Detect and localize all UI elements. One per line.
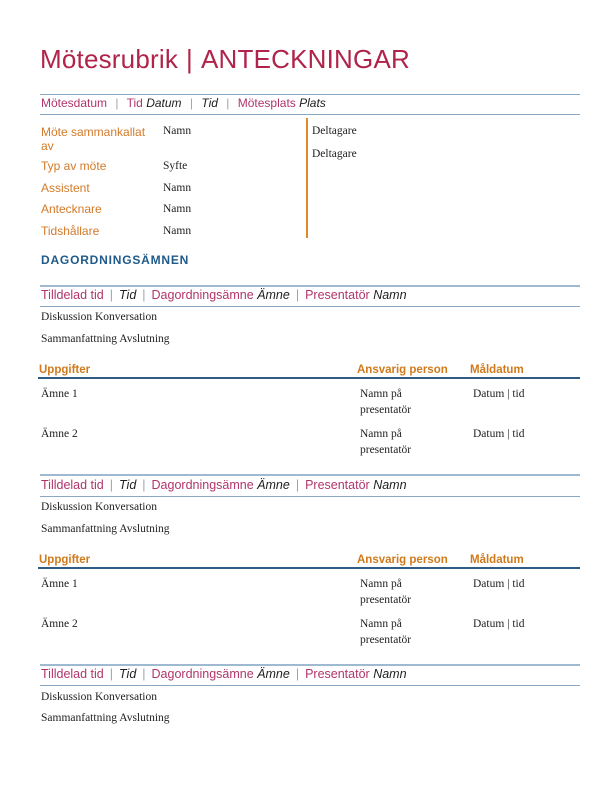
meta-pipe: | — [189, 96, 194, 110]
assigned-time-label: Tilldelad tid — [41, 288, 104, 302]
task-person — [360, 426, 411, 458]
presenter-value: Namn — [373, 478, 407, 492]
agenda-pipe: | — [109, 288, 114, 302]
agenda-subrule — [40, 496, 580, 497]
agenda-pipe: | — [142, 478, 146, 492]
date-label: Mötesdatum — [41, 96, 108, 110]
title-rule — [40, 94, 580, 95]
time-value: Tid — [201, 96, 218, 110]
responsible-header: Ansvarig person — [357, 364, 448, 376]
agenda-pipe: | — [295, 478, 300, 492]
agenda-subrule — [40, 685, 580, 686]
assigned-time-label: Tilldelad tid — [41, 667, 104, 681]
task-person-line2: presentatör — [360, 634, 412, 646]
document-type: ANTECKNINGAR — [200, 44, 410, 74]
info-label-note-taker: Antecknare — [41, 202, 102, 216]
task-name: Ämne 2 — [41, 428, 78, 440]
assigned-time-value: Tid — [119, 478, 137, 492]
presenter-value: Namn — [373, 667, 407, 681]
task-person-line2: presentatör — [360, 444, 412, 456]
info-value-meeting-type: Syfte — [163, 160, 188, 172]
task-person-line2: presentatör — [360, 404, 412, 416]
info-label-assistant: Assistent — [41, 181, 90, 195]
task-person — [360, 576, 411, 608]
agenda-pipe: | — [142, 288, 146, 302]
task-date: Datum | tid — [473, 618, 525, 630]
summary-text: Sammanfattning Avslutning — [41, 712, 170, 724]
due-date-header: Måldatum — [470, 554, 524, 566]
place-label: Mötesplats — [237, 96, 296, 110]
info-label-timekeeper: Tidshållare — [41, 224, 100, 238]
date-value: Datum — [146, 96, 182, 110]
presenter-label: Presentatör — [305, 288, 370, 302]
task-date: Datum | tid — [473, 578, 525, 590]
time-label: Tid — [126, 96, 143, 110]
assigned-time-label: Tilldelad tid — [41, 478, 104, 492]
assigned-time-value: Tid — [119, 288, 137, 302]
participant-2: Deltagare — [312, 148, 357, 160]
tasks-header: Uppgifter — [39, 364, 91, 376]
task-name: Ämne 1 — [41, 578, 78, 590]
topic-value: Ämne — [257, 478, 290, 492]
agenda-pipe: | — [109, 478, 114, 492]
place-value: Plats — [299, 96, 326, 110]
task-person-line1: Namn på — [360, 578, 402, 590]
meta-pipe: | — [115, 96, 119, 110]
meeting-meta-line — [41, 96, 326, 110]
topic-label: Dagordningsämne — [151, 667, 254, 681]
participant-1: Deltagare — [312, 125, 357, 137]
summary-text: Sammanfattning Avslutning — [41, 333, 170, 345]
tasks-header-rule — [38, 567, 580, 569]
summary-text: Sammanfattning Avslutning — [41, 523, 170, 535]
presenter-label: Presentatör — [305, 478, 370, 492]
task-person — [360, 386, 411, 418]
info-value-assistant: Namn — [163, 182, 192, 194]
agenda-pipe: | — [142, 667, 146, 681]
column-divider — [306, 118, 308, 238]
task-person — [360, 616, 411, 648]
due-date-header: Måldatum — [470, 364, 524, 376]
task-person-line1: Namn på — [360, 388, 402, 400]
task-name: Ämne 1 — [41, 388, 78, 400]
title-separator: | — [186, 44, 193, 74]
task-person-line1: Namn på — [360, 618, 402, 630]
task-person-line2: presentatör — [360, 594, 412, 606]
agenda-item-line — [41, 478, 407, 492]
info-value-convened-by: Namn — [163, 125, 192, 137]
meeting-title: Mötesrubrik — [40, 44, 179, 74]
info-label-meeting-type: Typ av möte — [41, 159, 107, 173]
page-title — [40, 44, 410, 75]
agenda-rule — [40, 285, 580, 287]
presenter-label: Presentatör — [305, 667, 370, 681]
meta-pipe: | — [226, 96, 230, 110]
assigned-time-value: Tid — [119, 667, 137, 681]
info-label-convened-by: Möte sammankallat av — [41, 125, 146, 153]
task-person-line1: Namn på — [360, 428, 402, 440]
task-date: Datum | tid — [473, 428, 525, 440]
meta-rule — [40, 114, 580, 115]
tasks-header: Uppgifter — [39, 554, 91, 566]
presenter-value: Namn — [373, 288, 407, 302]
agenda-subrule — [40, 306, 580, 307]
info-value-note-taker: Namn — [163, 203, 192, 215]
topic-label: Dagordningsämne — [151, 478, 254, 492]
tasks-header-rule — [38, 377, 580, 379]
responsible-header: Ansvarig person — [357, 554, 448, 566]
task-name: Ämne 2 — [41, 618, 78, 630]
topic-value: Ämne — [257, 288, 290, 302]
agenda-pipe: | — [295, 288, 300, 302]
discussion-text: Diskussion Konversation — [41, 691, 157, 703]
agenda-rule — [40, 474, 580, 476]
discussion-text: Diskussion Konversation — [41, 501, 157, 513]
agenda-item-line — [41, 667, 407, 681]
agenda-rule — [40, 664, 580, 666]
agenda-pipe: | — [295, 667, 300, 681]
topic-label: Dagordningsämne — [151, 288, 254, 302]
info-value-timekeeper: Namn — [163, 225, 192, 237]
discussion-text: Diskussion Konversation — [41, 311, 157, 323]
agenda-heading: DAGORDNINGSÄMNEN — [41, 253, 190, 267]
task-date: Datum | tid — [473, 388, 525, 400]
agenda-pipe: | — [109, 667, 114, 681]
agenda-item-line — [41, 288, 407, 302]
topic-value: Ämne — [257, 667, 290, 681]
